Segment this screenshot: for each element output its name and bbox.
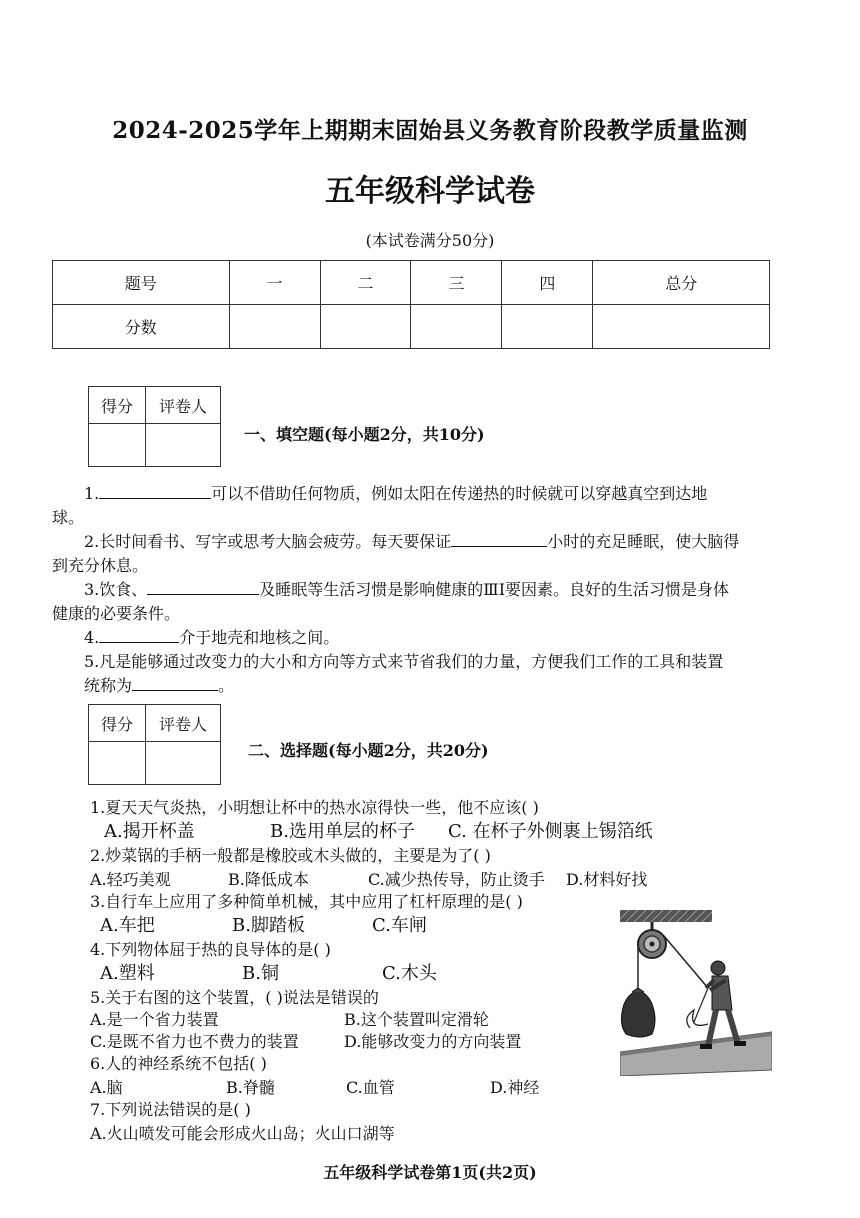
question-text: 。	[218, 676, 235, 695]
answer-blank[interactable]	[451, 530, 547, 547]
grade-box-empty-cell	[146, 424, 221, 467]
sack-icon	[621, 990, 655, 1037]
choice-question-6: 6.人的神经系统不包括( )	[90, 1054, 267, 1073]
score-table-empty-cell	[502, 305, 593, 349]
question-text: 球。	[52, 508, 85, 527]
grade-box-section1	[88, 386, 221, 467]
man-foot-left	[700, 1044, 712, 1049]
choice-question-2: 2.炒菜锅的手柄一般都是橡胶或木头做的，主要是为了( )	[90, 846, 491, 865]
question-text: 1.	[84, 484, 100, 503]
choice-option[interactable]: A.车把	[100, 915, 155, 936]
score-note: (本试卷满分50分)	[365, 231, 495, 250]
grade-box-grader-label: 评卷人	[146, 705, 221, 742]
choice-option[interactable]: D.神经	[490, 1078, 540, 1097]
choice-option[interactable]: A.轻巧美观	[90, 870, 171, 889]
score-table-cell: 二	[320, 261, 411, 305]
man-head	[711, 961, 725, 975]
rope-slack	[694, 988, 708, 1022]
score-table-cell: 分数	[53, 305, 230, 349]
answer-blank[interactable]	[132, 674, 218, 691]
section2-title: 二、选择题(每小题2分，共20分)	[248, 741, 489, 760]
pulley-illustration	[620, 910, 772, 1076]
choice-question-1: 1.夏天天气炎热，小明想让杯中的热水凉得快一些，他不应该( )	[90, 798, 539, 817]
sack-tie	[632, 988, 644, 992]
answer-blank[interactable]	[147, 578, 259, 595]
paper-title: 五年级科学试卷	[325, 174, 535, 209]
choice-option[interactable]: C.血管	[346, 1078, 395, 1097]
rope-to-hands	[664, 936, 708, 988]
page-footer: 五年级科学试卷第1页(共2页)	[323, 1163, 537, 1182]
grade-box-empty-cell	[146, 742, 221, 785]
section1-title: 一、填空题(每小题2分，共10分)	[244, 425, 485, 444]
answer-blank[interactable]	[99, 482, 211, 499]
answer-blank[interactable]	[99, 626, 179, 643]
choice-option[interactable]: C.木头	[382, 963, 437, 984]
score-table-cell: 一	[229, 261, 320, 305]
fill-question-5-cont	[84, 674, 234, 698]
fill-question-3	[84, 578, 729, 602]
score-table-empty-cell	[593, 305, 770, 349]
question-text: 介于地壳和地核之间。	[179, 628, 340, 647]
choice-option[interactable]: C.减少热传导，防止烫手	[368, 870, 545, 889]
score-table-empty-cell	[320, 305, 411, 349]
question-text: 4.	[84, 628, 100, 647]
question-text: 可以不借助任何物质，例如太阳在传递热的时候就可以穿越真空到达地	[211, 484, 708, 503]
question-text: 3.饮食、	[84, 580, 148, 599]
score-table-cell: 题号	[53, 261, 230, 305]
ceiling-hatch	[620, 910, 712, 922]
score-table-cell: 总分	[593, 261, 770, 305]
score-table-score-row	[53, 305, 770, 349]
fill-question-2	[84, 530, 739, 554]
question-text: 2.长时间看书、写字或思考大脑会疲劳。每天要保证	[84, 532, 452, 551]
grade-box-empty-cell	[89, 424, 146, 467]
choice-question-3: 3.自行车上应用了多种简单机械，其中应用了杠杆原理的是( )	[90, 892, 523, 911]
man-foot-right	[734, 1041, 746, 1046]
choice-option[interactable]: B.铜	[242, 963, 279, 984]
pulley-axle	[650, 942, 655, 947]
choice-option[interactable]: C.车闸	[372, 915, 427, 936]
grade-box-score-label: 得分	[89, 387, 146, 424]
score-table-empty-cell	[411, 305, 502, 349]
exam-title: 2024-2025学年上期期末固始县义务教育阶段教学质量监测	[112, 117, 748, 144]
choice-option[interactable]: D.能够改变力的方向装置	[344, 1032, 522, 1051]
question-text: 及睡眠等生活习惯是影响健康的ⅢI要因素。良好的生活习惯是身体	[259, 580, 730, 599]
score-table-header-row	[53, 261, 770, 305]
choice-option[interactable]: A.火山喷发可能会形成火山岛；火山口湖等	[90, 1124, 395, 1143]
question-text: 统称为	[84, 676, 133, 695]
fill-question-4	[84, 626, 339, 650]
question-text: 健康的必要条件。	[52, 604, 181, 623]
question-text: 小时的充足睡眠，使大脑得	[547, 532, 740, 551]
choice-option[interactable]: C.是既不省力也不费力的装置	[90, 1032, 299, 1051]
grade-box-section2	[88, 704, 221, 785]
grade-box-score-label: 得分	[89, 705, 146, 742]
score-table-cell: 三	[411, 261, 502, 305]
choice-option[interactable]: A.脑	[90, 1078, 123, 1097]
score-table-empty-cell	[229, 305, 320, 349]
question-text: 到充分休息。	[52, 556, 149, 575]
score-table	[52, 260, 770, 349]
choice-option[interactable]: A.揭开杯盖	[104, 821, 195, 842]
score-table-cell: 四	[502, 261, 593, 305]
choice-option[interactable]: B.降低成本	[228, 870, 309, 889]
choice-option[interactable]: B.选用单层的杯子	[270, 821, 415, 842]
choice-option[interactable]: C. 在杯子外侧裹上锡箔纸	[448, 821, 653, 842]
choice-option[interactable]: B.这个装置叫定滑轮	[344, 1010, 489, 1029]
choice-option[interactable]: B.脚踏板	[232, 915, 305, 936]
choice-question-4: 4.下列物体屈于热的良导体的是( )	[90, 940, 331, 959]
fill-question-1	[84, 482, 707, 506]
grade-box-empty-cell	[89, 742, 146, 785]
fill-question-5: 5.凡是能够通过改变力的大小和方向等方式来节省我们的力量，方便我们工作的工具和装置	[84, 652, 724, 671]
choice-option[interactable]: A.是一个省力装置	[90, 1010, 219, 1029]
grade-box-grader-label: 评卷人	[146, 387, 221, 424]
choice-option[interactable]: B.脊髓	[226, 1078, 275, 1097]
choice-option[interactable]: A.塑料	[100, 963, 155, 984]
choice-question-7: 7.下列说法错误的是( )	[90, 1100, 251, 1119]
choice-option[interactable]: D.材料好找	[566, 870, 648, 889]
choice-question-5: 5.关于右图的这个装置，( )说法是错误的	[90, 988, 379, 1007]
